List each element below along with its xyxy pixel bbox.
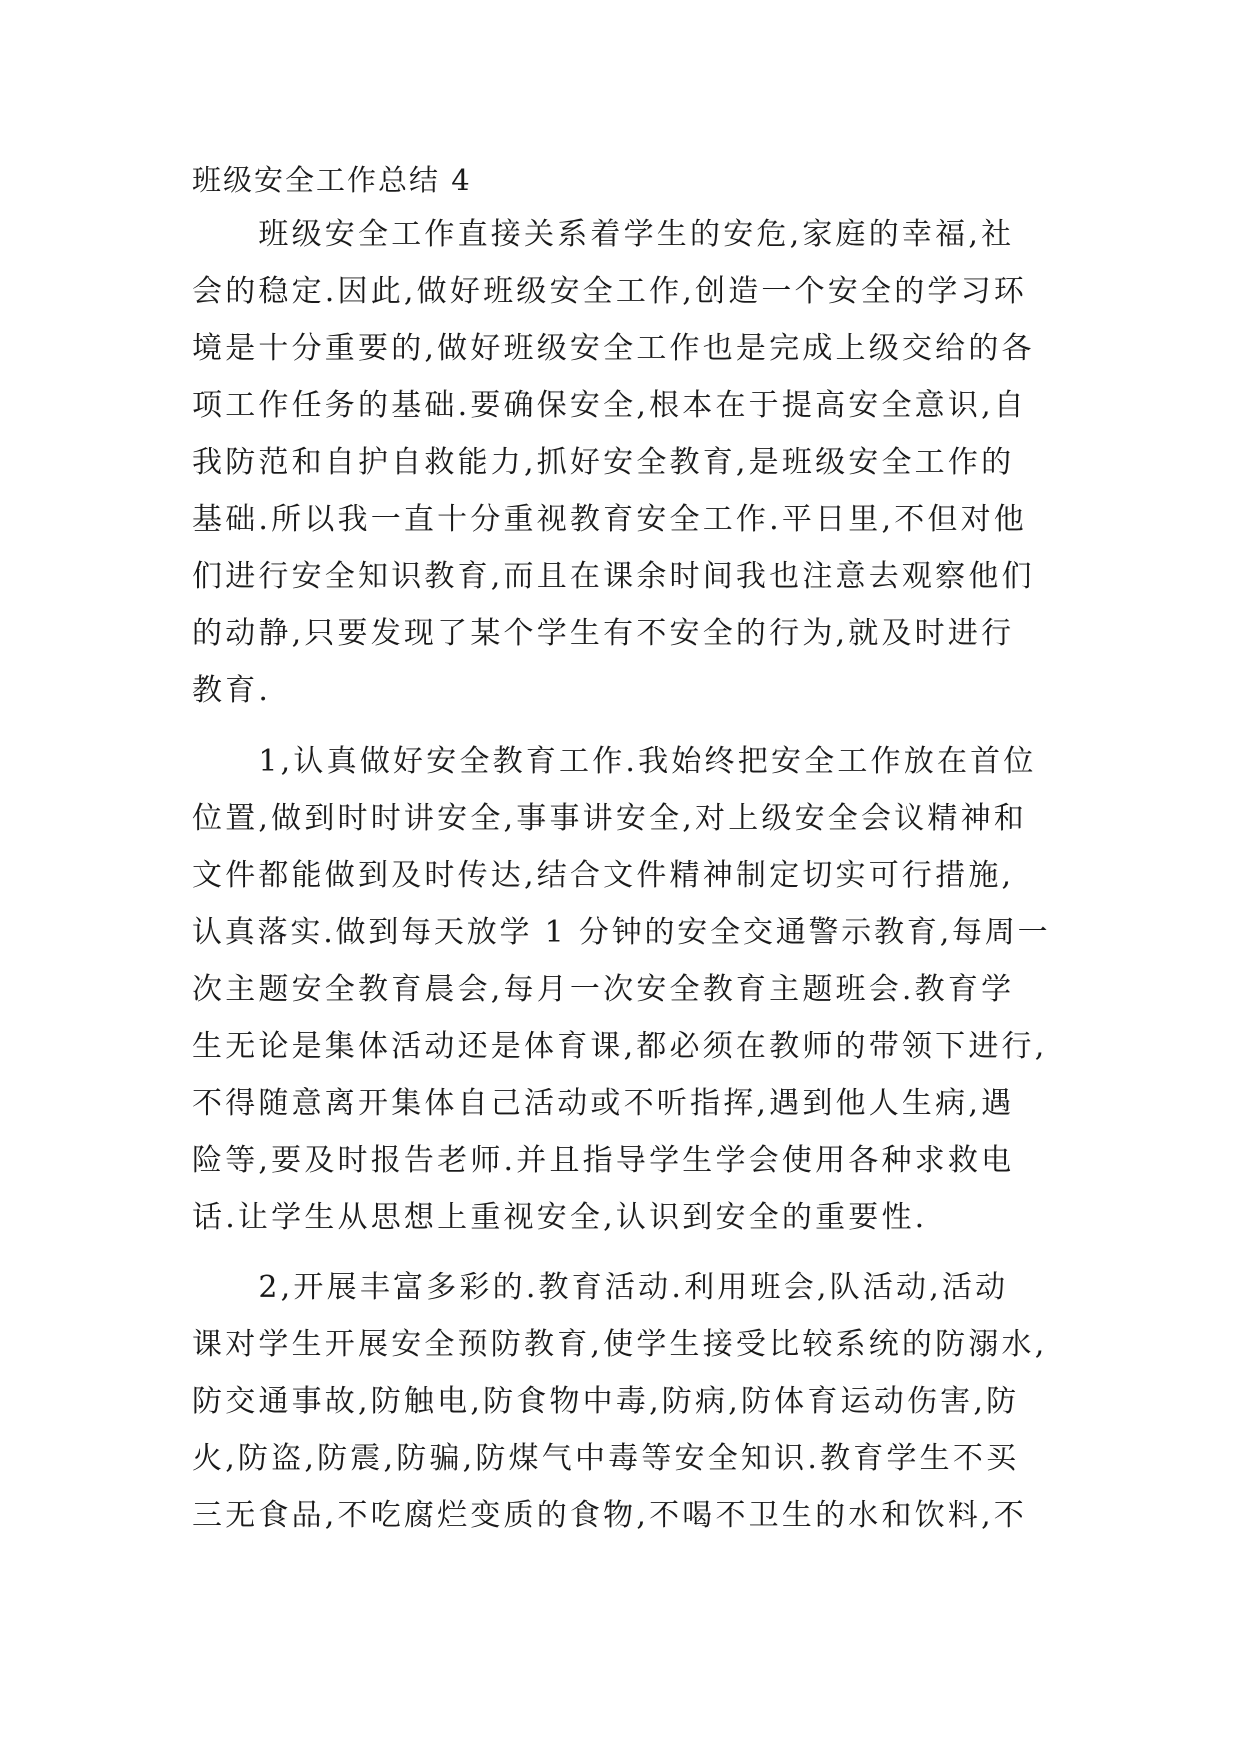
- text-line: 项工作任务的基础.要确保安全,根本在于提高安全意识,自: [192, 388, 1028, 423]
- text-line: 班级安全工作直接关系着学生的安危,家庭的幸福,社: [192, 217, 1015, 252]
- text-line: 三无食品,不吃腐烂变质的食物,不喝不卫生的水和饮料,不: [192, 1498, 1028, 1533]
- text-line: 2,开展丰富多彩的.教育活动.利用班会,队活动,活动: [192, 1270, 1009, 1305]
- text-line: 们进行安全知识教育,而且在课余时间我也注意去观察他们: [192, 559, 1035, 594]
- text-line: 文件都能做到及时传达,结合文件精神制定切实可行措施,: [192, 858, 1015, 893]
- text-line: 险等,要及时报告老师.并且指导学生学会使用各种求救电: [192, 1143, 1015, 1178]
- text-line: 境是十分重要的,做好班级安全工作也是完成上级交给的各: [192, 331, 1035, 366]
- document-title: 班级安全工作总结 4: [192, 163, 472, 197]
- text-line: 1,认真做好安全教育工作.我始终把安全工作放在首位: [192, 744, 1037, 779]
- text-line: 生无论是集体活动还是体育课,都必须在教师的带领下进行,: [192, 1029, 1048, 1064]
- text-line: 我防范和自护自救能力,抓好安全教育,是班级安全工作的: [192, 445, 1015, 480]
- text-line: 认真落实.做到每天放学 1 分钟的安全交通警示教育,每周一: [192, 915, 1051, 950]
- text-line: 课对学生开展安全预防教育,使学生接受比较系统的防溺水,: [192, 1327, 1048, 1362]
- text-line: 教育.: [192, 673, 272, 708]
- text-line: 话.让学生从思想上重视安全,认识到安全的重要性.: [192, 1200, 928, 1235]
- text-line: 防交通事故,防触电,防食物中毒,防病,防体育运动伤害,防: [192, 1384, 1020, 1419]
- text-line: 基础.所以我一直十分重视教育安全工作.平日里,不但对他: [192, 502, 1028, 537]
- text-line: 火,防盗,防震,防骗,防煤气中毒等安全知识.教育学生不买: [192, 1441, 1020, 1476]
- text-line: 会的稳定.因此,做好班级安全工作,创造一个安全的学习环: [192, 274, 1028, 309]
- text-line: 的动静,只要发现了某个学生有不安全的行为,就及时进行: [192, 616, 1015, 651]
- text-line: 次主题安全教育晨会,每月一次安全教育主题班会.教育学: [192, 972, 1015, 1007]
- text-line: 不得随意离开集体自己活动或不听指挥,遇到他人生病,遇: [192, 1086, 1015, 1121]
- text-line: 位置,做到时时讲安全,事事讲安全,对上级安全会议精神和: [192, 801, 1028, 836]
